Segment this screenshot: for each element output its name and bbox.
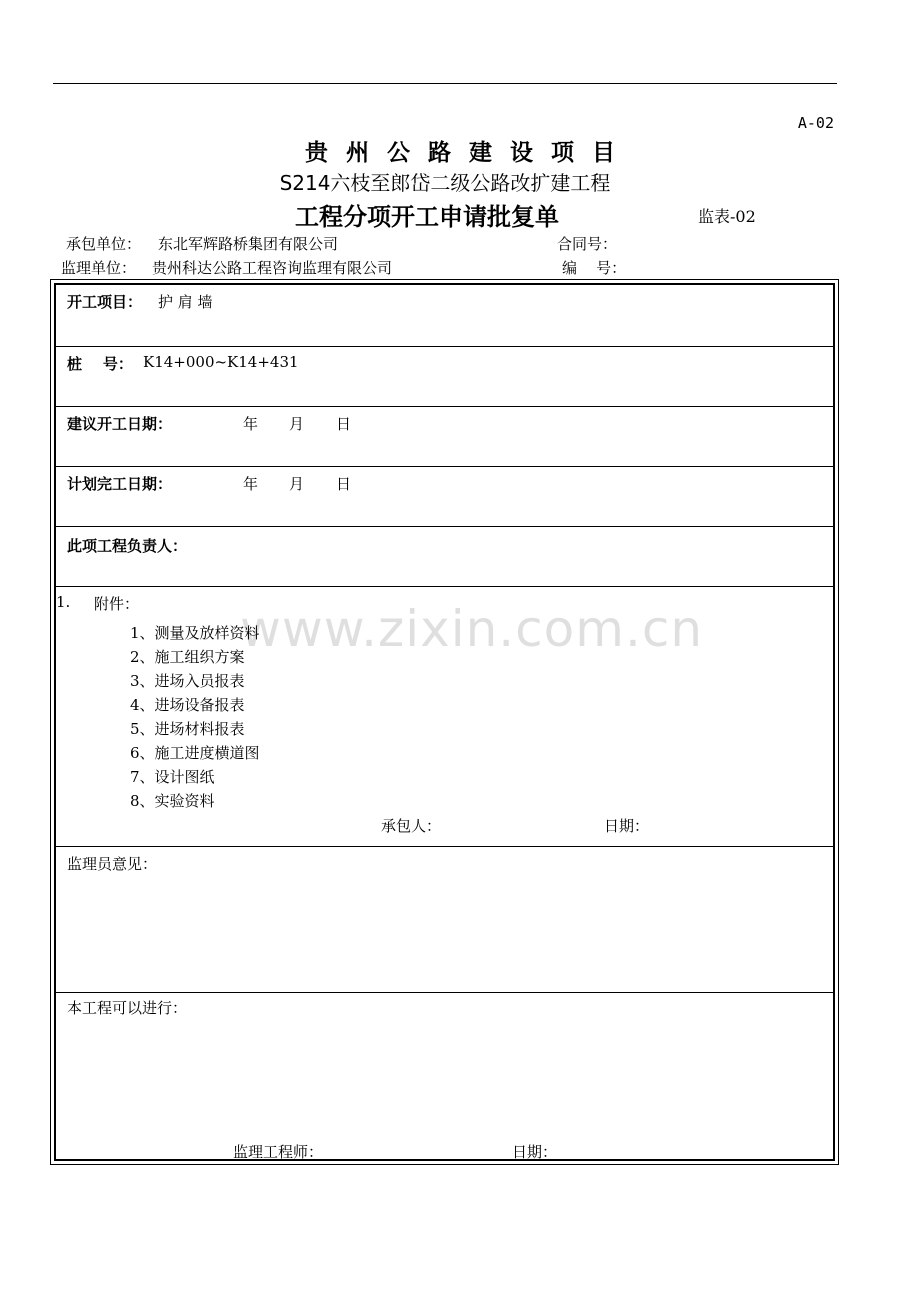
inspector-opinion-label: 监理员意见：: [67, 855, 158, 873]
form-table: [50, 279, 839, 1165]
row-finish-date: [56, 467, 833, 527]
approval-label: 本工程可以进行：: [67, 999, 188, 1017]
contract-no-label: 合同号：: [557, 235, 618, 253]
supervisor-value: 贵州科达公路工程咨询监理有限公司: [152, 259, 393, 277]
attachment-item: 5、进场材料报表: [130, 720, 245, 738]
attachment-item: 3、进场入员报表: [130, 672, 245, 690]
project-line: 贵州公路建设项目: [305, 140, 633, 166]
serial-label: 编 号：: [562, 259, 627, 277]
engineer-date-label: 日期：: [512, 1143, 558, 1161]
form-code: A-02: [797, 114, 834, 132]
station-value: K14+000~K14+431: [143, 353, 299, 371]
attach-number: 1.: [56, 593, 71, 611]
top-rule: [53, 83, 837, 84]
start-month: 月: [289, 415, 305, 433]
engineer-label: 监理工程师：: [233, 1143, 324, 1161]
page-title: 工程分项开工申请批复单: [295, 203, 559, 231]
finish-year: 年: [243, 475, 259, 493]
finish-date-label: 计划完工日期：: [67, 475, 173, 493]
row-inspector-opinion: [56, 847, 833, 993]
form-number: 监表-02: [698, 207, 756, 226]
attachment-item: 6、施工进度横道图: [130, 744, 260, 762]
attachment-item: 8、实验资料: [130, 792, 215, 810]
start-year: 年: [243, 415, 259, 433]
contractor-date-label: 日期：: [604, 817, 650, 835]
item-label: 开工项目：: [67, 293, 143, 311]
subtitle: S214六枝至郎岱二级公路改扩建工程: [279, 171, 611, 195]
station-label: 桩 号：: [67, 355, 133, 373]
row-station: [56, 347, 833, 407]
contractor-label: 承包单位：: [66, 235, 142, 253]
finish-day: 日: [336, 475, 352, 493]
watermark: www.zixin.com.cn: [240, 600, 704, 658]
finish-month: 月: [289, 475, 305, 493]
start-date-label: 建议开工日期：: [67, 415, 173, 433]
attachment-item: 1、测量及放样资料: [130, 624, 260, 642]
row-approval: [56, 993, 833, 1159]
supervisor-label: 监理单位：: [61, 259, 137, 277]
attachment-item: 7、设计图纸: [130, 768, 215, 786]
row-start-date: [56, 407, 833, 467]
row-item: [56, 285, 833, 347]
contractor-sign-label: 承包人：: [381, 817, 442, 835]
row-manager: [56, 527, 833, 587]
attachment-item: 2、施工组织方案: [130, 648, 245, 666]
manager-label: 此项工程负责人：: [67, 537, 188, 555]
attach-label: 附件：: [94, 595, 140, 613]
attachment-item: 4、进场设备报表: [130, 696, 245, 714]
contractor-value: 东北军辉路桥集团有限公司: [158, 235, 339, 253]
item-value: 护 肩 墙: [158, 293, 213, 311]
start-day: 日: [336, 415, 352, 433]
